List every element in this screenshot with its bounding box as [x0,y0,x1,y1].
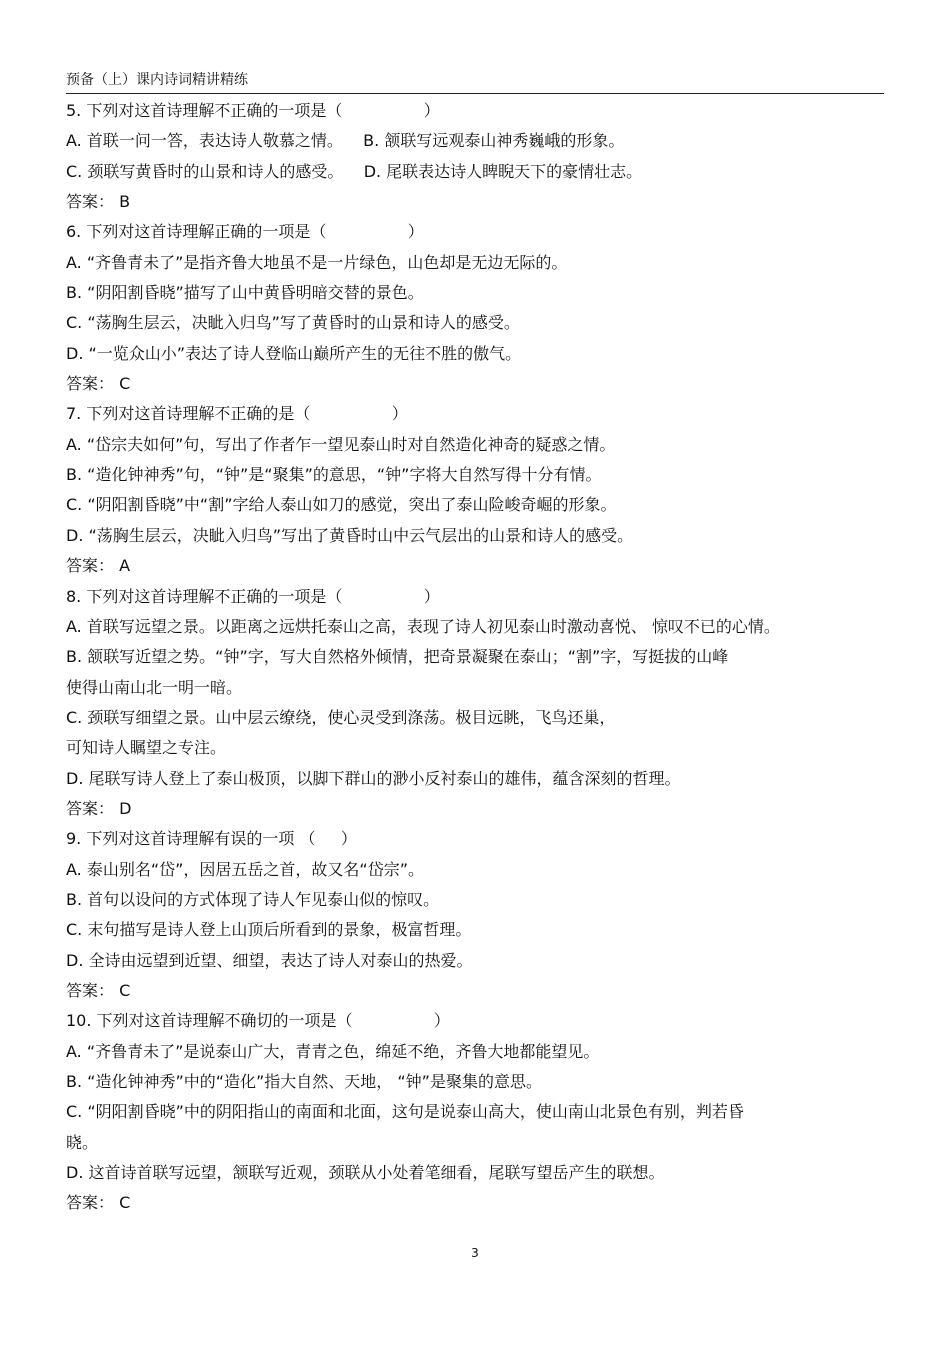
question-8-option-c: C. 颈联写细望之景。山中层云缭绕，使心灵受到涤荡。极目远眺，飞鸟还巢， [66,707,616,727]
question-8-option-b: B. 颔联写近望之势。“钟”字，写大自然格外倾情，把奇景凝聚在泰山；“割”字，写挺拔的山峰 [66,647,729,667]
question-8-answer: 答案： D [66,798,132,818]
question-7-option-b: B. “造化钟神秀”句，“钟”是“聚集”的意思，“钟”字将大自然写得十分有情。 [66,465,602,485]
question-7-option-a: A. “岱宗夫如何”句，写出了作者乍一望见泰山时对自然造化神奇的疑惑之情。 [66,434,616,454]
question-6-option-a: A. “齐鲁青未了”是指齐鲁大地虽不是一片绿色，山色却是无边无际的。 [66,252,568,272]
question-9-option-c: C. 末句描写是诗人登上山顶后所看到的景象，极富哲理。 [66,920,472,940]
question-8-option-a: A. 首联写远望之景。以距离之远烘托泰山之高，表现了诗人初见泰山时激动喜悦、 惊叹不已的心情。 [66,616,780,636]
page-number-text: 3 [471,1246,479,1260]
question-9-answer: 答案： C [66,980,131,1000]
question-9-option-b: B. 首句以设问的方式体现了诗人乍见泰山似的惊叹。 [66,889,440,909]
question-9-option-d: D. 全诗由远望到近望、细望，表达了诗人对泰山的热爱。 [66,950,473,970]
page-number [0,1246,950,1260]
question-8-stem: 8. 下列对这首诗理解不正确的一项是（ ） [66,586,440,606]
header-title: 预备（上）课内诗词精讲精练 [66,72,248,88]
question-7-stem: 7. 下列对这首诗理解不正确的是（ ） [66,404,408,424]
question-8-option-c-continued: 可知诗人瞩望之专注。 [66,738,227,758]
document-body [66,96,886,1219]
page-header [66,70,884,94]
question-6-option-c: C. “荡胸生层云，决眦入归鸟”写了黄昏时的山景和诗人的感受。 [66,313,520,333]
question-6-option-b: B. “阴阳割昏晓”描写了山中黄昏明暗交替的景色。 [66,283,424,303]
question-7-answer: 答案： A [66,556,131,576]
question-6-answer: 答案： C [66,374,131,394]
question-10-option-d: D. 这首诗首联写远望，颔联写近观，颈联从小处着笔细看，尾联写望岳产生的联想。 [66,1163,665,1183]
question-10-option-b: B. “造化钟神秀”中的“造化”指大自然、天地， “钟”是聚集的意思。 [66,1072,542,1091]
question-10-option-a: A. “齐鲁青未了”是说泰山广大，青青之色，绵延不绝，齐鲁大地都能望见。 [66,1041,600,1061]
question-5-stem: 5. 下列对这首诗理解不正确的一项是（ ） [66,101,440,120]
question-5-options-cd: C. 颈联写黄昏时的山景和诗人的感受。 D. 尾联表达诗人睥睨天下的豪情壮志。 [66,161,643,181]
question-9-stem: 9. 下列对这首诗理解有误的一项 （ ） [66,829,357,849]
question-7-option-c: C. “阴阳割昏晓”中“割”字给人泰山如刀的感觉，突出了泰山险峻奇崛的形象。 [66,495,617,515]
question-8-option-d: D. 尾联写诗人登上了泰山极顶，以脚下群山的渺小反衬泰山的雄伟，蕴含深刻的哲理。 [66,768,681,788]
question-6-option-d: D. “一览众山小”表达了诗人登临山巅所产生的无往不胜的傲气。 [66,343,522,363]
question-9-option-a: A. 泰山别名“岱”，因居五岳之首，故又名“岱宗”。 [66,859,424,879]
question-5-options-ab: A. 首联一问一答，表达诗人敬慕之情。 B. 颔联写远观泰山神秀巍峨的形象。 [66,131,625,151]
question-10-answer: 答案： C [66,1193,131,1213]
question-6-stem: 6. 下列对这首诗理解正确的一项是（ ） [66,222,424,242]
question-10-option-c: C. “阴阳割昏晓”中的阴阳指山的南面和北面，这句是说泰山高大，使山南山北景色有别，判若昏 [66,1102,744,1122]
question-7-option-d: D. “荡胸生层云，决眦入归鸟”写出了黄昏时山中云气层出的山景和诗人的感受。 [66,525,634,545]
question-10-stem: 10. 下列对这首诗理解不确切的一项是（ ） [66,1011,450,1031]
question-10-option-c-continued: 晓。 [66,1132,99,1152]
question-5-answer: 答案： B [66,192,131,212]
question-8-option-b-continued: 使得山南山北一明一暗。 [66,677,243,697]
